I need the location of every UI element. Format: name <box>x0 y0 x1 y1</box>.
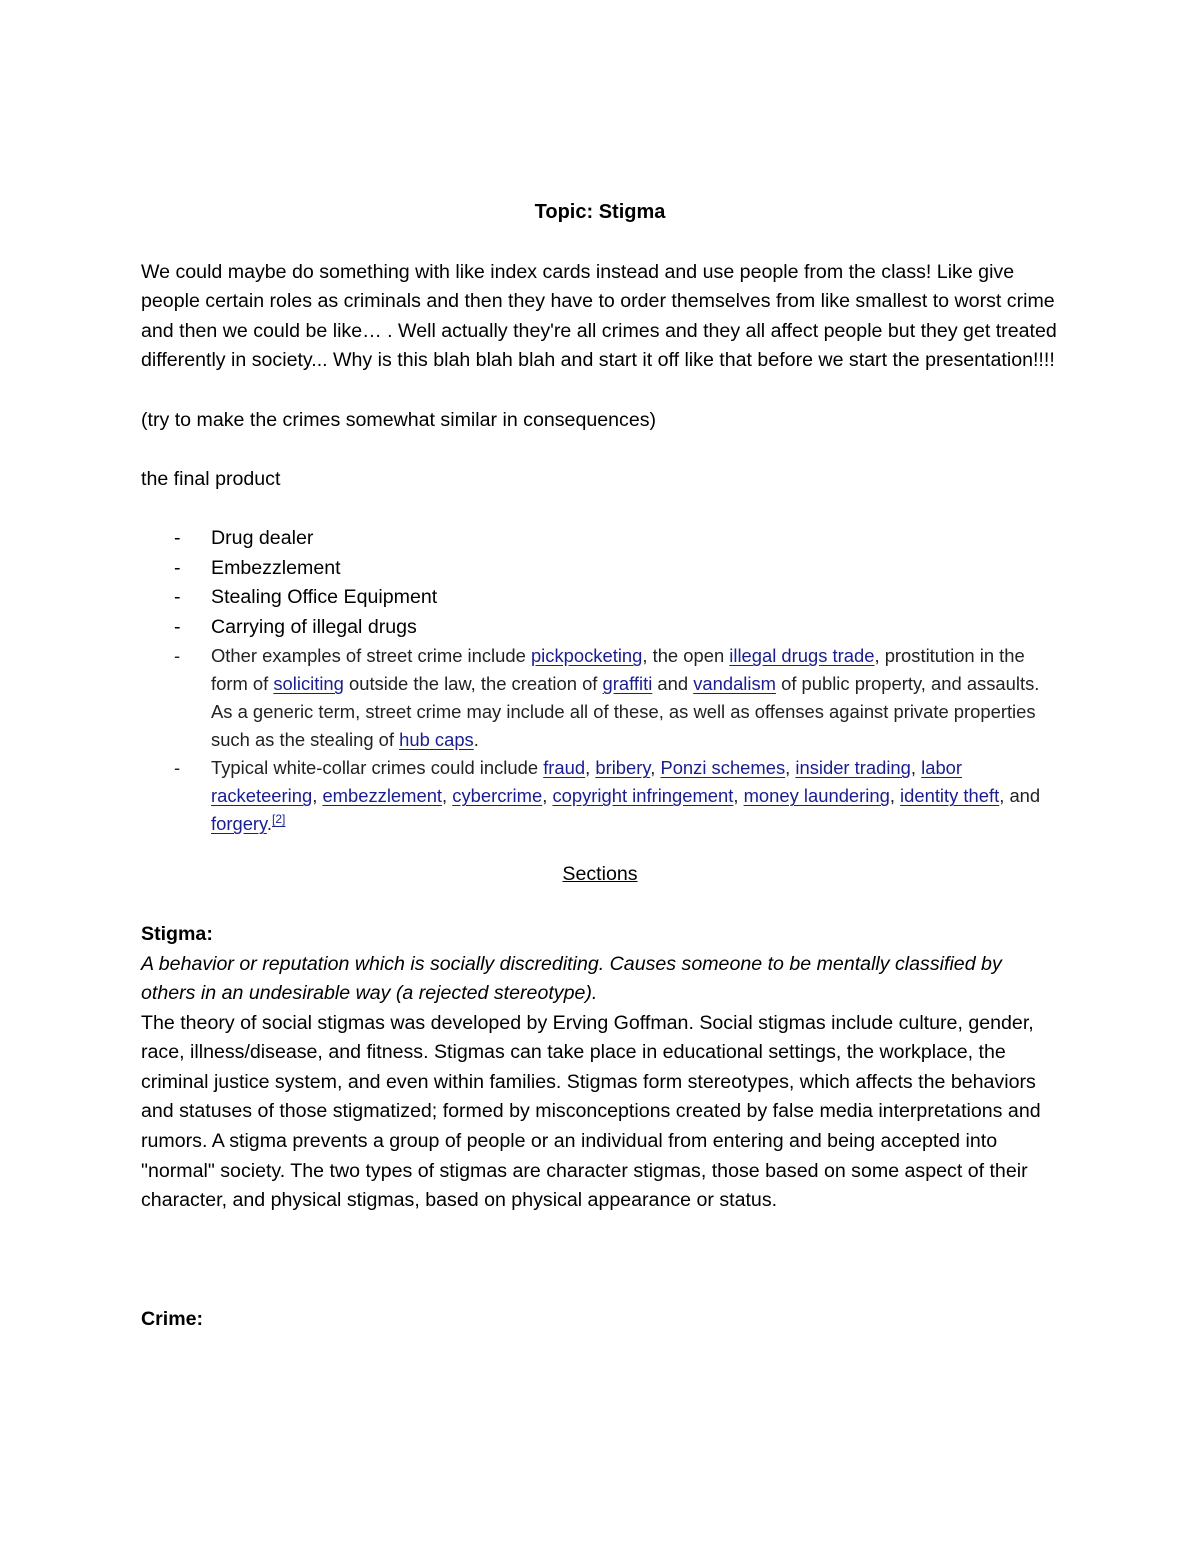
link-ponzi-schemes[interactable]: Ponzi schemes <box>660 757 786 779</box>
list-item: - Stealing Office Equipment <box>211 583 1059 613</box>
link-soliciting[interactable]: soliciting <box>273 673 344 695</box>
link-insider-trading[interactable]: insider trading <box>795 757 911 779</box>
link-hub-caps[interactable]: hub caps <box>399 729 474 751</box>
link-reference-2[interactable]: [2] <box>272 812 286 827</box>
link-identity-theft[interactable]: identity theft <box>900 785 1000 807</box>
link-forgery[interactable]: forgery <box>211 813 267 835</box>
link-labor-racketeering[interactable]: labor racketeering <box>211 757 963 807</box>
final-product-label: the final product <box>141 467 281 490</box>
stigma-heading: Stigma: <box>141 922 213 945</box>
link-bribery[interactable]: bribery <box>595 757 651 779</box>
link-graffiti[interactable]: graffiti <box>602 673 653 695</box>
link-money-laundering[interactable]: money laundering <box>743 785 890 807</box>
link-pickpocketing[interactable]: pickpocketing <box>530 645 643 667</box>
list-item: - Embezzlement <box>211 554 1059 584</box>
list-item-white-collar: - Typical white-collar crimes could include fraud, bribery, Ponzi schemes, insider trading, labor racketeering, embezzlement, cybercrime, copyright infringement, money laundering, identity theft, and forgery.[2] <box>211 754 1059 838</box>
stigma-definition: A behavior or reputation which is socially discrediting. Causes someone to be mentally classified by others in an undesirable way (a rejected stereotype). <box>141 952 1002 1005</box>
crime-list <box>141 524 1059 838</box>
sections-heading: Sections <box>562 863 638 886</box>
link-cybercrime[interactable]: cybercrime <box>452 785 543 807</box>
list-item-street-crime: - Other examples of street crime include pickpocketing, the open illegal drugs trade, prostitution in the form of soliciting outside the law, the creation of graffiti and vandalism of public property, and assaults. As a generic term, street crime may include all of these, as well as offenses against private properties such as the stealing of hub caps. <box>211 642 1059 754</box>
list-item: - Drug dealer <box>211 524 1059 554</box>
page-title: Topic: Stigma <box>534 201 666 223</box>
link-vandalism[interactable]: vandalism <box>693 673 776 695</box>
list-item: - Carrying of illegal drugs <box>211 613 1059 643</box>
note-paragraph: (try to make the crimes somewhat similar in consequences) <box>141 408 657 431</box>
stigma-body: The theory of social stigmas was developed by Erving Goffman. Social stigmas include culture, gender, race, illness/disease, and fitness. Stigmas can take place in educational settings, the workplace, the criminal justice system, and even within families. Stigmas form stereotypes, which affects the behaviors and statuses of those stigmatized; formed by misconceptions created by false media interpretations and rumors. A stigma prevents a group of people or an individual from entering and being accepted into "normal" society. The two types of stigmas are character stigmas, those based on some aspect of their character, and physical stigmas, based on physical appearance or status. <box>141 1011 1041 1212</box>
link-copyright-infringement[interactable]: copyright infringement <box>552 785 734 807</box>
link-illegal-drugs-trade[interactable]: illegal drugs trade <box>729 645 875 667</box>
crime-heading: Crime: <box>141 1307 204 1330</box>
link-embezzlement[interactable]: embezzlement <box>322 785 443 807</box>
link-fraud[interactable]: fraud <box>543 757 586 779</box>
intro-paragraph: We could maybe do something with like index cards instead and use people from the class! Like give people certain roles as criminals and then they have to order themselves from like smallest to worst crime and then we could be like… . Well actually they're all crimes and they all affect people but they get treated differently in society... Why is this blah blah blah and start it off like that before we start the presentation!!!! <box>141 260 1057 372</box>
document-body <box>141 198 1059 1334</box>
